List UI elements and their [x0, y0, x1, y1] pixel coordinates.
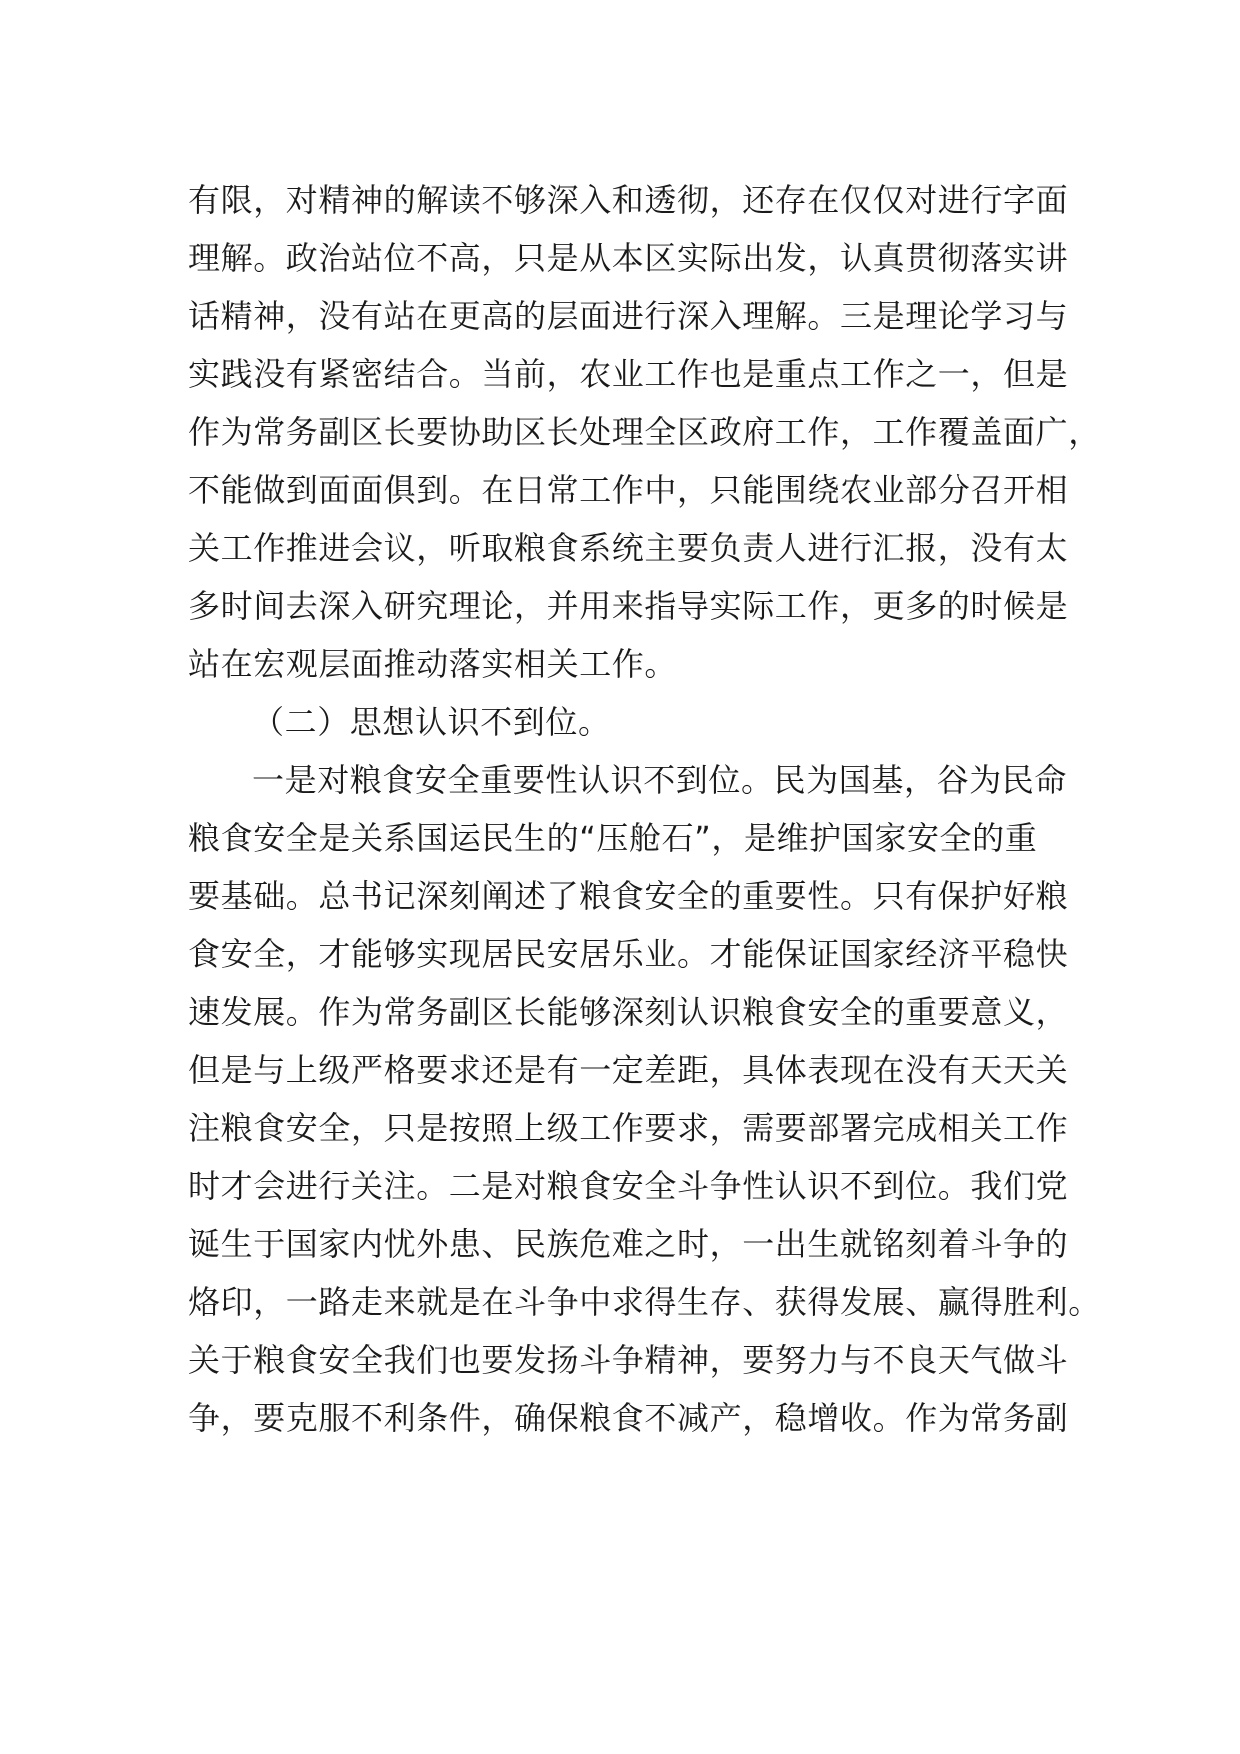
paragraph-start: 一是对粮食安全重要性认识不到位。民为国基，谷为民命 — [252, 761, 1068, 799]
text-line: 争，要克服不利条件，确保粮食不减产，稳增收。作为常务副 — [188, 1399, 1069, 1437]
text-line: 不能做到面面俱到。在日常工作中，只能围绕农业部分召开相 — [188, 471, 1069, 509]
text-line: 烙印，一路走来就是在斗争中求得生存、获得发展、赢得胜利。 — [188, 1283, 1101, 1321]
text-line: 关工作推进会议，听取粮食系统主要负责人进行汇报，没有太 — [188, 529, 1069, 567]
text-line: 但是与上级严格要求还是有一定差距，具体表现在没有天天关 — [188, 1051, 1069, 1089]
text-line: 速发展。作为常务副区长能够深刻认识粮食安全的重要意义， — [188, 993, 1069, 1031]
text-line: 要基础。总书记深刻阐述了粮食安全的重要性。只有保护好粮 — [188, 877, 1069, 915]
text-line: 粮食安全是关系国运民生的“压舱石”，是维护国家安全的重 — [188, 819, 1038, 857]
text-line: 理解。政治站位不高，只是从本区实际出发，认真贯彻落实讲 — [188, 239, 1069, 277]
text-line: 有限，对精神的解读不够深入和透彻，还存在仅仅对进行字面 — [188, 181, 1069, 219]
section-heading: （二）思想认识不到位。 — [252, 703, 611, 741]
text-line: 实践没有紧密结合。当前，农业工作也是重点工作之一，但是 — [188, 355, 1069, 393]
text-line: 诞生于国家内忧外患、民族危难之时，一出生就铭刻着斗争的 — [188, 1225, 1069, 1263]
text-line: 站在宏观层面推动落实相关工作。 — [188, 645, 678, 683]
text-line: 关于粮食安全我们也要发扬斗争精神，要努力与不良天气做斗 — [188, 1341, 1069, 1379]
text-line: 时才会进行关注。二是对粮食安全斗争性认识不到位。我们党 — [188, 1167, 1069, 1205]
text-line: 话精神，没有站在更高的层面进行深入理解。三是理论学习与 — [188, 297, 1069, 335]
text-line: 食安全，才能够实现居民安居乐业。才能保证国家经济平稳快 — [188, 935, 1069, 973]
text-line: 作为常务副区长要协助区长处理全区政府工作，工作覆盖面广， — [188, 413, 1101, 451]
text-line: 多时间去深入研究理论，并用来指导实际工作，更多的时候是 — [188, 587, 1069, 625]
text-line: 注粮食安全，只是按照上级工作要求，需要部署完成相关工作 — [188, 1109, 1069, 1147]
